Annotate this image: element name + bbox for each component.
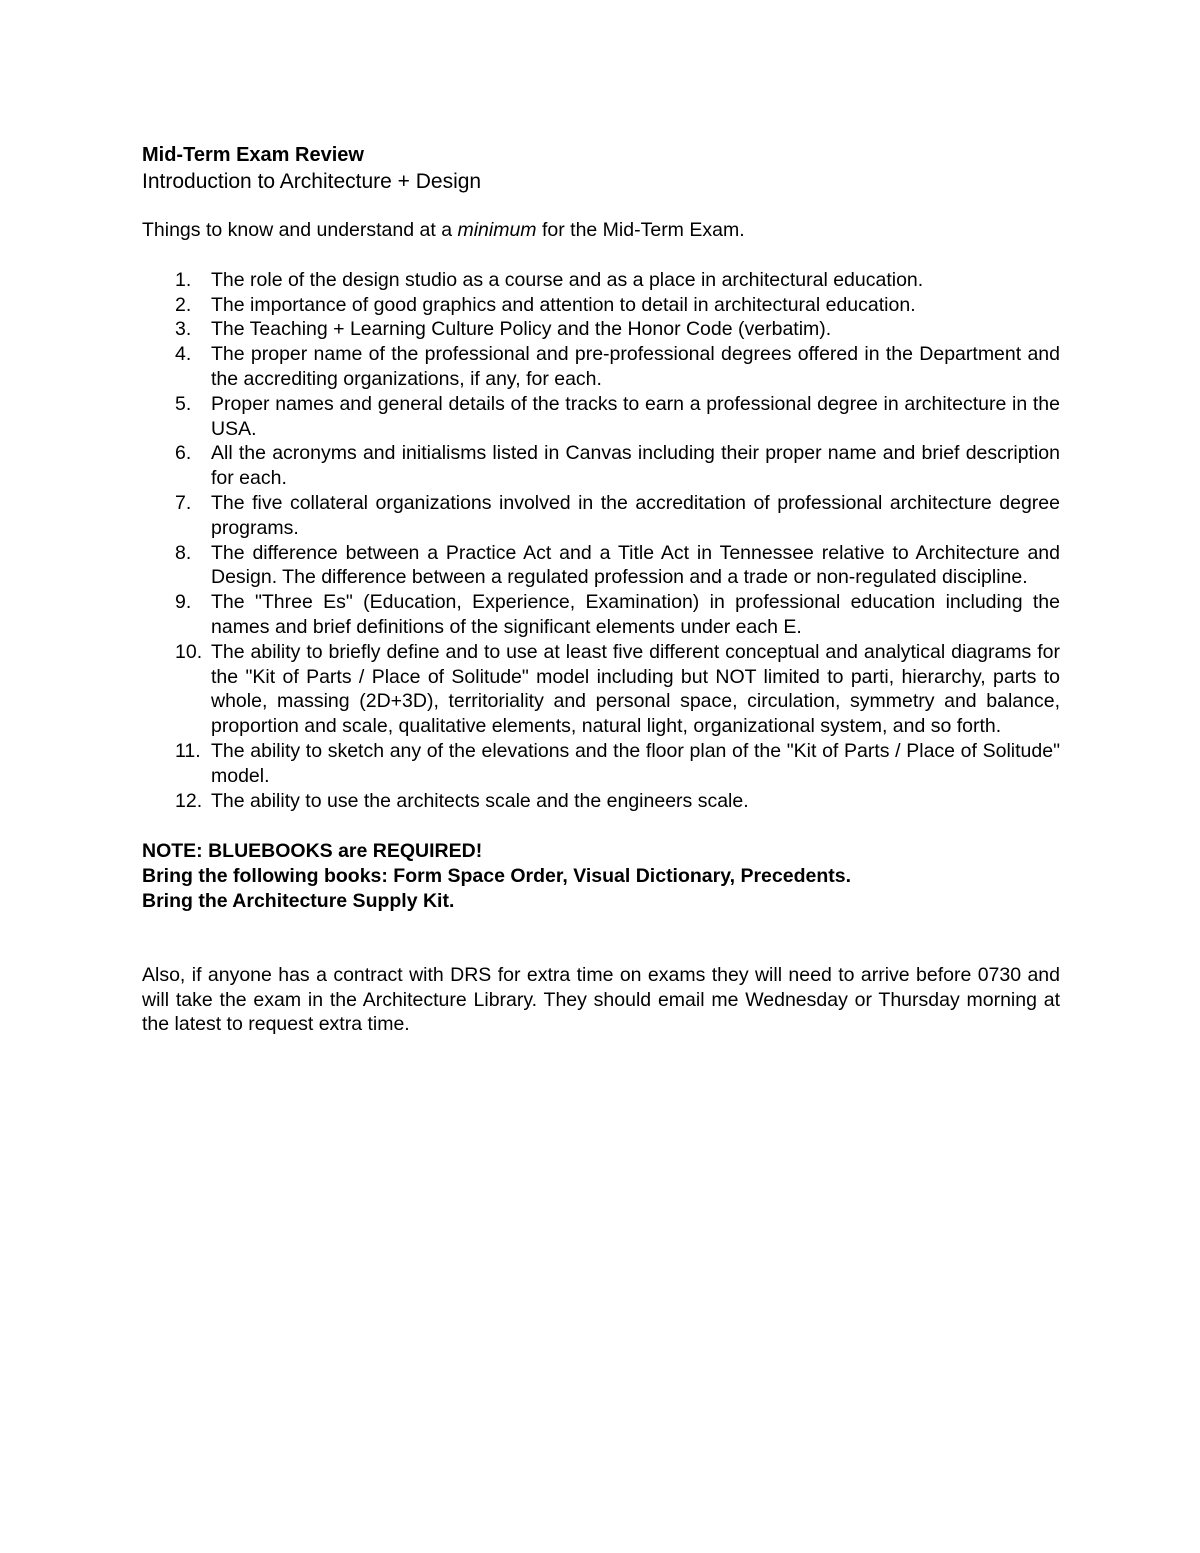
list-item-text: Proper names and general details of the tracks to earn a professional degree in architecture in the USA. bbox=[211, 392, 1060, 440]
list-item bbox=[142, 317, 1060, 342]
list-item-number: 7. bbox=[175, 491, 192, 514]
list-item bbox=[142, 590, 1060, 640]
page-title: Mid-Term Exam Review bbox=[142, 144, 364, 166]
note-supply-kit: Bring the Architecture Supply Kit. bbox=[142, 889, 455, 912]
list-item-number: 12. bbox=[175, 789, 203, 812]
list-item bbox=[142, 640, 1060, 739]
list-item bbox=[142, 541, 1060, 591]
requirements-list bbox=[142, 268, 1060, 814]
list-item-number: 8. bbox=[175, 541, 192, 564]
intro-emphasis: minimum bbox=[457, 219, 537, 241]
intro-paragraph bbox=[142, 218, 1060, 243]
list-item-text: The ability to sketch any of the elevations and the floor plan of the "Kit of Parts / Place of Solitude" model. bbox=[211, 739, 1060, 787]
list-item-number: 11. bbox=[175, 739, 201, 762]
note-bluebooks: NOTE: BLUEBOOKS are REQUIRED! bbox=[142, 840, 483, 863]
list-item-text: The proper name of the professional and pre-professional degrees offered in the Department and the accrediting organizations, if any, for each. bbox=[211, 343, 1060, 390]
list-item-text: The difference between a Practice Act and a Title Act in Tennessee relative to Architecture and Design. The difference between a regulated profession and a trade or non-regulated discipline. bbox=[211, 541, 1060, 589]
list-item-text: The importance of good graphics and attention to detail in architectural education. bbox=[211, 293, 916, 316]
list-item bbox=[142, 392, 1060, 442]
list-item-number: 6. bbox=[175, 442, 192, 465]
list-item-text: The ability to briefly define and to use at least five different conceptual and analytical diagrams for the "Kit of Parts / Place of Solitude" model including but NOT limited to parti, hierarchy, parts to whole, massing (2D+3D), territoriality and personal space, circulation, symmetry and balance, proportion and scale, qualitative elements, natural light, organizational system, and so forth. bbox=[211, 640, 1060, 738]
document-content bbox=[142, 143, 1060, 1037]
list-item bbox=[142, 491, 1060, 541]
list-item-text: The ability to use the architects scale and the engineers scale. bbox=[211, 789, 749, 812]
closing-paragraph: Also, if anyone has a contract with DRS for extra time on exams they will need to arrive before 0730 and will take the exam in the Architecture Library. They should email me Wednesday or Thursday morning at the latest to request extra time. bbox=[142, 963, 1060, 1036]
list-item-text: The Teaching + Learning Culture Policy and the Honor Code (verbatim). bbox=[211, 318, 832, 341]
intro-text-after: for the Mid-Term Exam. bbox=[536, 219, 745, 241]
list-item-number: 4. bbox=[175, 343, 192, 366]
list-item-number: 2. bbox=[175, 293, 192, 316]
list-item-number: 9. bbox=[175, 591, 192, 614]
list-item bbox=[142, 739, 1060, 789]
list-item bbox=[142, 342, 1060, 392]
list-item-text: The role of the design studio as a course and as a place in architectural education. bbox=[211, 268, 924, 291]
list-item-number: 10. bbox=[175, 640, 203, 663]
list-item bbox=[142, 789, 1060, 814]
list-item-number: 5. bbox=[175, 392, 192, 415]
page-subtitle: Introduction to Architecture + Design bbox=[142, 170, 482, 193]
list-item-number: 3. bbox=[175, 318, 192, 341]
note-books: Bring the following books: Form Space Order, Visual Dictionary, Precedents. bbox=[142, 865, 852, 888]
intro-text-before: Things to know and understand at a bbox=[142, 219, 458, 241]
notes-block bbox=[142, 839, 1060, 913]
list-item bbox=[142, 441, 1060, 491]
list-item-number: 1. bbox=[175, 268, 192, 291]
list-item-text: The five collateral organizations involved in the accreditation of professional architecture degree programs. bbox=[211, 491, 1060, 539]
list-item-text: All the acronyms and initialisms listed in Canvas including their proper name and brief description for each. bbox=[211, 442, 1060, 490]
list-item-text: The "Three Es" (Education, Experience, Examination) in professional education including the names and brief definitions of the significant elements under each E. bbox=[211, 591, 1060, 638]
list-item bbox=[142, 293, 1060, 318]
list-item bbox=[142, 268, 1060, 293]
